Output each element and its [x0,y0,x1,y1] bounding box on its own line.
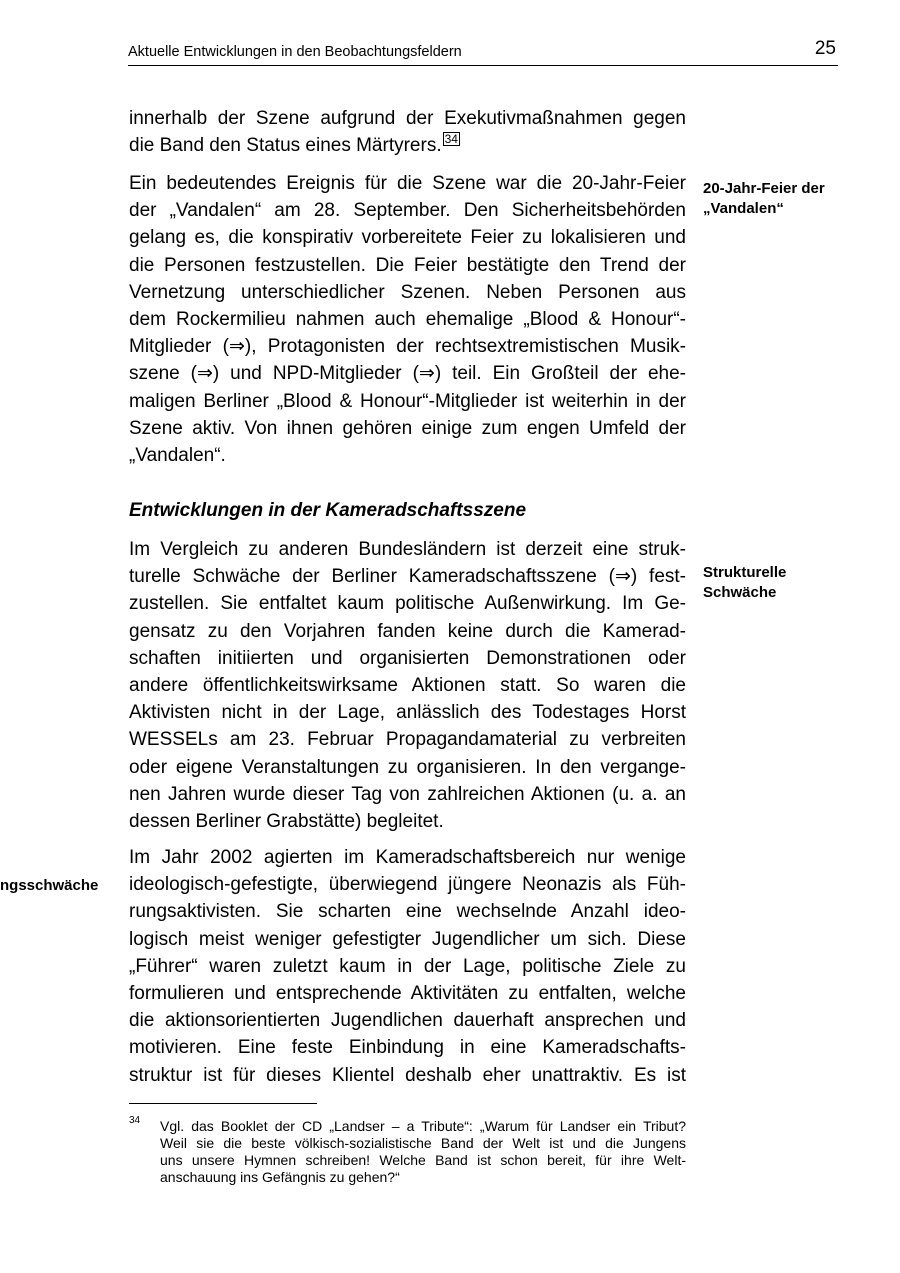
margin-note-line: ngsschwäche [0,877,99,894]
text-line: formulieren und entsprechende Aktivitäten zu entfalten, welche [129,982,686,1004]
section-heading: Entwicklungen in der Kameradschaftsszene [129,500,527,521]
text-line: Mitglieder (⇒), Protagonisten der rechtsextremistischen Musik- [129,336,686,358]
text-line: Vernetzung unterschiedlicher Szenen. Neben Personen aus [129,281,686,303]
text-line: dessen Berliner Grabstätte) begleitet. [129,810,444,832]
footnote-text [160,1118,686,1186]
text-line: „Führer“ waren zuletzt kaum in der Lage, politische Ziele zu [129,955,686,977]
footnote-line: Vgl. das Booklet der CD „Landser – a Tribute“: „Warum für Landser ein Tribut? [160,1118,686,1134]
text-line: die Personen festzustellen. Die Feier bestätigte den Trend der [129,254,686,276]
text-line: innerhalb der Szene aufgrund der Exekutivmaßnahmen gegen [129,108,686,129]
footnote-line: anschauung ins Gefängnis zu gehen?“ [160,1169,400,1185]
text-line: WESSELs am 23. Februar Propagandamaterial zu verbreiten [129,729,686,751]
footnote-separator [129,1103,317,1104]
text-line: schaften initiierten und organisierten Demonstrationen oder [129,647,686,669]
paragraph-fuehrung [129,844,686,1089]
margin-note-strukturelle-schwaeche [703,563,786,603]
text-line: nen Jahren wurde dieser Tag von zahlreichen Aktionen (u. a. an [129,783,686,805]
text-line: Ein bedeutendes Ereignis für die Szene war die 20-Jahr-Feier [129,173,686,194]
text-line: struktur ist für dieses Klientel deshalb eher unattraktiv. Es ist [129,1064,686,1086]
header-title: Aktuelle Entwicklungen in den Beobachtungsfeldern [128,44,462,60]
text-line: gensatz zu den Vorjahren fanden keine durch die Kamerad- [129,620,686,642]
text-line: oder eigene Veranstaltungen zu organisieren. In den vergange- [129,756,686,778]
margin-note-line: Schwäche [703,584,777,601]
text-line: Aktivisten nicht in der Lage, anlässlich des Todestages Horst [129,702,686,724]
text-line: dem Rockermilieu nahmen auch ehemalige „Blood & Honour“- [129,308,686,330]
paragraph-intro [129,105,686,159]
margin-note-vandalen [703,179,825,219]
footnote-reference[interactable]: 34 [444,132,458,147]
text-line: turelle Schwäche der Berliner Kameradschaftsszene (⇒) fest- [129,566,686,588]
text-line: szene (⇒) und NPD-Mitglieder (⇒) teil. Ein Großteil der ehe- [129,363,686,385]
paragraph-vandalen [129,170,686,469]
footnote-line: uns unsere Hymnen schreiben! Welche Band ist schon bereit, für ihre Welt- [160,1152,686,1168]
text-line: logisch meist weniger gefestigter Jugendlicher um sich. Diese [129,928,686,950]
text-line: die aktionsorientierten Jugendlichen dauerhaft ansprechen und [129,1010,686,1032]
page-header [128,38,838,66]
text-line: Szene aktiv. Von ihnen gehören einige zum engen Umfeld der [129,417,686,439]
text-line [129,132,686,159]
text-line: Im Jahr 2002 agierten im Kameradschaftsbereich nur wenige [129,847,686,868]
text-line: andere öffentlichkeitswirksame Aktionen statt. So waren die [129,674,686,696]
margin-note-line: Strukturelle [703,564,787,581]
text-line-content: die Band den Status eines Märtyrers. [129,135,442,157]
text-line: der „Vandalen“ am 28. September. Den Sicherheitsbehörden [129,200,686,222]
page-number: 25 [814,38,836,59]
margin-note-fuehrungsschwaeche [0,876,98,896]
text-line: zustellen. Sie entfaltet kaum politische Außenwirkung. Im Ge- [129,593,686,615]
footnote-line: Weil sie die beste völkisch-sozialistische Band der Welt ist und die Jungens [160,1135,686,1151]
text-line: Im Vergleich zu anderen Bundesländern ist derzeit eine struk- [129,539,686,560]
margin-note-line: „Vandalen“ [703,200,784,217]
text-line: motivieren. Eine feste Einbindung in eine Kameradschafts- [129,1037,686,1059]
margin-note-line: 20-Jahr-Feier der [703,180,825,197]
text-line: rungsaktivisten. Sie scharten eine wechselnde Anzahl ideo- [129,901,686,923]
paragraph-strukturelle-schwaeche [129,536,686,835]
text-line: „Vandalen“. [129,444,226,466]
text-line: ideologisch-gefestigte, überwiegend jüngere Neonazis als Füh- [129,874,686,896]
footnote-number: 34 [129,1115,141,1126]
text-line: maligen Berliner „Blood & Honour“-Mitglieder ist weiterhin in der [129,390,686,412]
text-line: gelang es, die konspirativ vorbereitete Feier zu lokalisieren und [129,227,686,249]
